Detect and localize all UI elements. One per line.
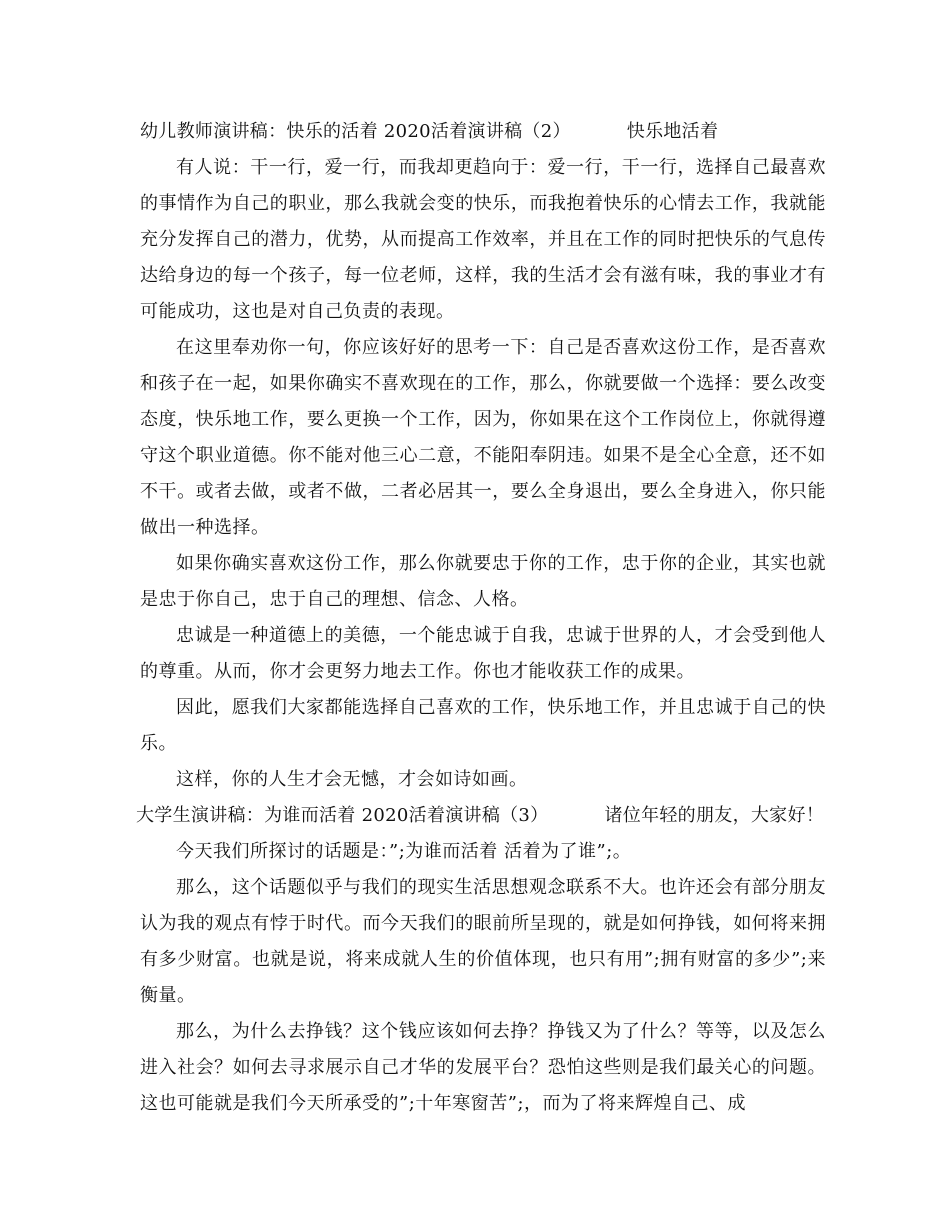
section1-paragraph: 这样，你的人生才会无憾，才会如诗如画。 bbox=[176, 769, 528, 790]
section2-paragraph: 那么，这个话题似乎与我们的现实生活思想观念联系不大。也许还会有部分朋友认为我的观点有悖于时代。而今天我们的眼前所呈现的，就是如何挣钱，如何将来拥有多少财富。也就是说，将来成就人生的价值体现，也只有用”;拥有财富的多少”;来衡量。 bbox=[140, 877, 826, 1006]
section1-heading bbox=[140, 114, 826, 150]
section2-title: 大学生演讲稿：为谁而活着 2020活着演讲稿（3） bbox=[136, 805, 549, 826]
section1-paragraph: 忠诚是一种道德上的美德，一个能忠诚于自我，忠诚于世界的人，才会受到他人的尊重。从而，你才会更努力地去工作。你也才能收获工作的成果。 bbox=[140, 625, 826, 682]
section2-paragraph: 今天我们所探讨的话题是：”;为谁而活着 活着为了谁”;。 bbox=[176, 841, 632, 862]
document-page bbox=[136, 114, 826, 1122]
section1-paragraph: 因此，愿我们大家都能选择自己喜欢的工作，快乐地工作，并且忠诚于自己的快乐。 bbox=[140, 697, 826, 754]
section2-paragraph: 那么，为什么去挣钱？这个钱应该如何去挣？挣钱又为了什么？等等，以及怎么进入社会？如何去寻求展示自己才华的发展平台？恐怕这些则是我们最关心的问题。这也可能就是我们今天所承受的”;十年寒窗苦”;，而为了将来辉煌自己、成 bbox=[140, 1021, 826, 1114]
section1-paragraph: 如果你确实喜欢这份工作，那么你就要忠于你的工作，忠于你的企业，其实也就是忠于你自己，忠于自己的理想、信念、人格。 bbox=[140, 553, 826, 610]
section1-paragraph: 在这里奉劝你一句，你应该好好的思考一下：自己是否喜欢这份工作，是否喜欢和孩子在一起，如果你确实不喜欢现在的工作，那么，你就要做一个选择：要么改变态度，快乐地工作，要么更换一个工作，因为，你如果在这个工作岗位上，你就得遵守这个职业道德。你不能对他三心二意，不能阳奉阴违。如果不是全心全意，还不如不干。或者去做，或者不做，二者必居其一，要么全身退出，要么全身进入，你只能做出一种选择。 bbox=[140, 337, 826, 538]
section1-subtitle: 快乐地活着 bbox=[626, 121, 719, 142]
section1-paragraph: 有人说：干一行，爱一行，而我却更趋向于：爱一行，干一行，选择自己最喜欢的事情作为自己的职业，那么我就会变的快乐，而我抱着快乐的心情去工作，我就能充分发挥自己的潜力，优势，从而提高工作效率，并且在工作的同时把快乐的气息传达给身边的每一个孩子，每一位老师，这样，我的生活才会有滋有味，我的事业才有可能成功，这也是对自己负责的表现。 bbox=[140, 157, 826, 322]
section1-title: 幼儿教师演讲稿：快乐的活着 2020活着演讲稿（2） bbox=[140, 121, 571, 142]
section2-heading bbox=[136, 798, 826, 834]
section2-subtitle: 诸位年轻的朋友，大家好！ bbox=[604, 805, 825, 826]
